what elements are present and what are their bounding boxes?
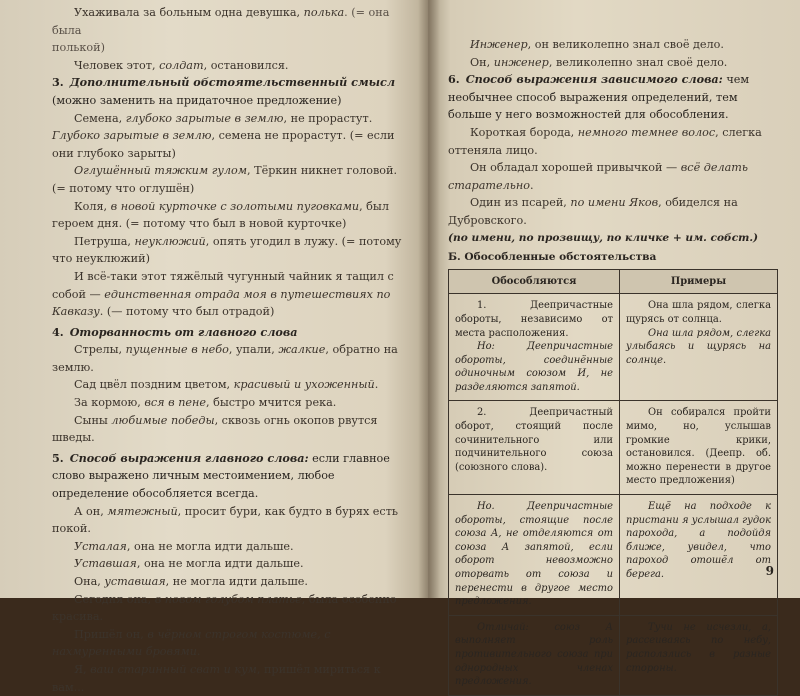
example-line: И всё-таки этот тяжёлый чугунный чайник я тащил с собой — единственная отрада моя в путешествиях по Кавказу. (— потому что был отрадой) [52,269,394,319]
table-row [449,495,778,616]
example-line: За кормою, вся в пене, быстро мчится река. [74,396,337,410]
table-cell [449,401,620,495]
example-text: Он собирался пройти мимо, но, услышав громкие крики, остановился. (Деепр. об. можно перенести в другое место предложения) [626,407,771,487]
rule-exception: Но. Деепричастные обороты, стоящие после союза А, не отделяются от союза А запятой, если оборот невозможно оторвать от союза и перенести в другое место предложения. [455,501,613,608]
table-header: Примеры [620,269,778,294]
table-header: Обособляются [449,269,620,294]
table-row [449,294,778,401]
example-text: Тучи не исчезли, а, рассеиваясь по небу, расползлись в разные стороны. [626,621,771,674]
right-page [428,0,800,688]
example-line: Стрелы, пущенные в небо, упали, жалкие, обратно на землю. [52,343,398,374]
example-line: Сад цвёл поздним цветом, красивый и ухоженный. [74,378,379,392]
page-number: 9 [765,564,774,578]
example-line: Она, уставшая, не могла идти дальше. [74,575,308,588]
example-line: Сыны любимые победы, сквозь огнь окопов рвутся шведы. [52,413,378,445]
book-gutter [418,0,440,598]
example-line: Оглушённый тяжким гулом, Тёркин никнет головой. (= потому что оглушён) [52,164,398,195]
table-cell [620,615,778,695]
rule-exception: Отличай: союз А выполняет роль противительного союза при однородных членах предложения. [455,621,613,688]
rule-text: 1. Деепричастные обороты, независимо от места расположения. [455,300,613,339]
rule-note: (по имени, по прозвищу, по кличке + им. собст.) [448,231,759,244]
section-heading: Б. Обособленные обстоятельства [448,251,657,264]
example-text: Она шла рядом, слегка щурясь от солнца. [626,300,771,325]
table-cell [449,294,620,401]
left-page-text [52,4,402,696]
rule-text: 2. Деепричастный оборот, стоящий после сочинительного или подчинительного союза (союзного слова). [455,407,613,473]
example-line: Короткая борода, немного темнее волос, слегка оттеняла лицо. [448,125,762,157]
example-line: Человек этот, солдат, остановился. [74,58,289,72]
table-cell [620,495,778,616]
example-line: Он, инженер, великолепно знал своё дело. [470,55,728,69]
rule-heading-5: 5. Способ выражения главного слова: если главное слово выражено личным местоимением, любое определение обособляется всегда. [52,450,390,501]
example-line: А он, мятежный, просит бури, как будто в бурях есть покой. [52,504,398,536]
example-text: Она шла рядом, слегка улыбаясь и щурясь на солнце. [626,327,771,366]
table-cell [449,615,620,695]
rule-heading-4: 4. Оторванность от главного слова [52,324,298,339]
example-line: Уставшая, она не могла идти дальше. [74,557,304,571]
example-line: Он обладал хорошей привычкой — всё делать старательно. [448,161,748,192]
example-line: Ухаживала за больным одна девушка, полька. (= она была [52,6,390,37]
right-page-text [448,36,778,696]
rule-exception: Но: Деепричастные обороты, соединённые одиночным союзом И, не разделяются запятой. [455,341,613,393]
table-cell [620,401,778,495]
example-line: Сегодня она, в новом голубом платье, была особенно красива. [52,592,397,624]
table-cell [449,495,620,616]
example-line: Я, ваш старинный сват и кум, пришёл мириться к вам... [52,662,381,694]
example-line: Инженер, он великолепно знал своё дело. [470,38,724,51]
example-comment: полькой) [52,41,105,55]
example-line: Один из псарей, по имени Яков, обиделся на Дубровского. [448,196,738,227]
table-cell [620,294,778,401]
example-text: Ещё на подходе к пристани я услышал гудок парохода, а подойдя ближе, увидел, что пароход отошёл от берега. [626,501,771,580]
example-line: Петруша, неуклюжий, опять угодил в лужу. (= потому что неуклюжий) [52,234,402,266]
table-header-row [449,269,778,294]
example-line: Семена, глубоко зарытые в землю, не прорастут. Глубоко зарытые в землю, семена не прорастут. (= если они глубоко зарыты) [52,111,395,160]
example-line: Коля, в новой курточке с золотыми пуговками, был героем дня. (= потому что был в новой курточке) [52,199,389,231]
example-line: Усталая, она не могла идти дальше. [74,539,294,553]
table-row [449,401,778,495]
rule-heading-3: 3. Дополнительный обстоятельственный смысл (можно заменить на придаточное предложение) [52,75,396,107]
example-line: Пришёл он, в чёрном строгом костюме, с нахмуренными бровями. [52,627,331,659]
rules-table [448,269,778,696]
table-row [449,615,778,695]
rule-heading-6: 6. Способ выражения зависимого слова: чем необычнее способ выражения определений, тем больше у него возможностей для обособления. [448,72,750,122]
